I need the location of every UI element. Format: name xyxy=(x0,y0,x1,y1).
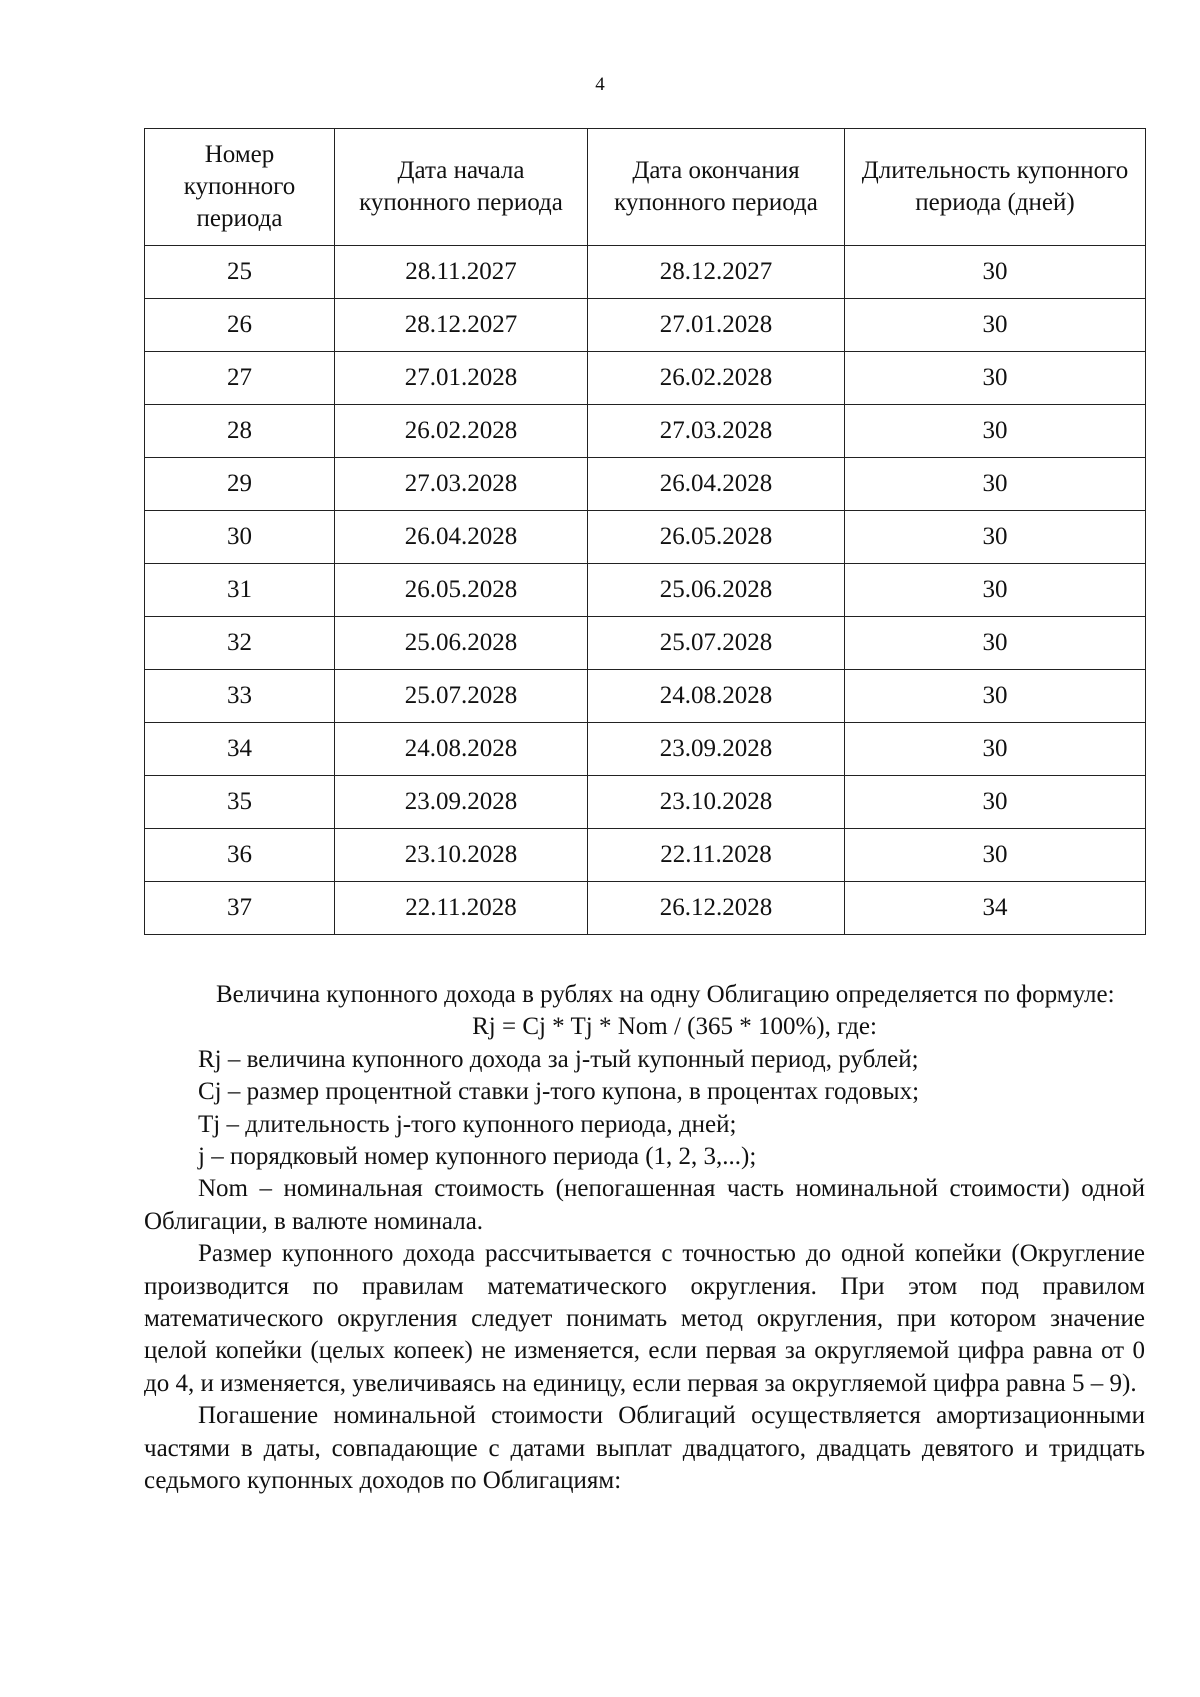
cell-duration: 30 xyxy=(845,776,1146,829)
coupon-schedule-table xyxy=(144,128,1146,935)
cell-start-date: 27.01.2028 xyxy=(335,352,588,405)
cell-duration: 30 xyxy=(845,829,1146,882)
rounding-paragraph: Размер купонного дохода рассчитывается с точностью до одной копейки (Округление производится по правилам математического округления. При этом под правилом математического округления следует понимать метод округления, при котором значение целой копейки (целых копеек) не изменяется, если первая за округляемой цифра равна от 0 до 4, и изменяется, увеличиваясь на единицу, если первая за округляемой цифра равна 5 – 9). xyxy=(144,1240,1145,1397)
cell-start-date: 26.05.2028 xyxy=(335,564,588,617)
cell-period-number: 35 xyxy=(145,776,335,829)
cell-duration: 30 xyxy=(845,352,1146,405)
cell-period-number: 27 xyxy=(145,352,335,405)
cell-duration: 30 xyxy=(845,246,1146,299)
cell-start-date: 28.12.2027 xyxy=(335,299,588,352)
cell-end-date: 27.01.2028 xyxy=(588,299,845,352)
definition-nom: Nom – номинальная стоимость (непогашенная часть номинальной стоимости) одной Облигации, в валюте номинала. xyxy=(144,1175,1145,1235)
cell-end-date: 27.03.2028 xyxy=(588,405,845,458)
cell-start-date: 26.04.2028 xyxy=(335,511,588,564)
cell-duration: 30 xyxy=(845,299,1146,352)
cell-duration: 30 xyxy=(845,670,1146,723)
cell-end-date: 28.12.2027 xyxy=(588,246,845,299)
cell-duration: 30 xyxy=(845,564,1146,617)
cell-duration: 30 xyxy=(845,458,1146,511)
cell-end-date: 26.02.2028 xyxy=(588,352,845,405)
page-number: 4 xyxy=(595,74,605,95)
cell-period-number: 26 xyxy=(145,299,335,352)
cell-start-date: 26.02.2028 xyxy=(335,405,588,458)
table-row xyxy=(145,299,1146,352)
cell-start-date: 25.06.2028 xyxy=(335,617,588,670)
definition-rj: Rj – величина купонного дохода за j-тый купонный период, рублей; xyxy=(198,1045,919,1073)
cell-start-date: 23.10.2028 xyxy=(335,829,588,882)
table-row xyxy=(145,829,1146,882)
cell-period-number: 34 xyxy=(145,723,335,776)
table-row xyxy=(145,246,1146,299)
cell-duration: 30 xyxy=(845,617,1146,670)
cell-end-date: 26.05.2028 xyxy=(588,511,845,564)
cell-start-date: 28.11.2027 xyxy=(335,246,588,299)
cell-period-number: 30 xyxy=(145,511,335,564)
cell-end-date: 26.12.2028 xyxy=(588,882,845,935)
cell-period-number: 32 xyxy=(145,617,335,670)
table-row xyxy=(145,352,1146,405)
cell-period-number: 31 xyxy=(145,564,335,617)
cell-period-number: 37 xyxy=(145,882,335,935)
cell-duration: 30 xyxy=(845,511,1146,564)
cell-period-number: 36 xyxy=(145,829,335,882)
table-row xyxy=(145,564,1146,617)
table-row xyxy=(145,723,1146,776)
cell-start-date: 27.03.2028 xyxy=(335,458,588,511)
header-end-date: Дата окончания купонного периода xyxy=(588,129,845,246)
table-row xyxy=(145,882,1146,935)
header-start-date: Дата начала купонного периода xyxy=(335,129,588,246)
intro-paragraph: Величина купонного дохода в рублях на одну Облигацию определяется по формуле: xyxy=(216,981,1115,1008)
definition-j: j – порядковый номер купонного периода (1, 2, 3,...); xyxy=(198,1143,757,1171)
repayment-paragraph: Погашение номинальной стоимости Облигаций осуществляется амортизационными частями в даты, совпадающие с датами выплат двадцатого, двадцать девятого и тридцать седьмого купонных доходов по Облигациям: xyxy=(144,1402,1145,1495)
cell-start-date: 24.08.2028 xyxy=(335,723,588,776)
cell-duration: 30 xyxy=(845,405,1146,458)
table-row xyxy=(145,776,1146,829)
cell-period-number: 29 xyxy=(145,458,335,511)
header-duration: Длительность купонного периода (дней) xyxy=(845,129,1146,246)
cell-end-date: 25.07.2028 xyxy=(588,617,845,670)
table-row xyxy=(145,617,1146,670)
cell-period-number: 33 xyxy=(145,670,335,723)
table-row xyxy=(145,670,1146,723)
formula: Rj = Cj * Tj * Nom / (365 * 100%), где: xyxy=(472,1013,877,1041)
cell-start-date: 22.11.2028 xyxy=(335,882,588,935)
table-row xyxy=(145,458,1146,511)
cell-end-date: 26.04.2028 xyxy=(588,458,845,511)
cell-start-date: 23.09.2028 xyxy=(335,776,588,829)
cell-duration: 34 xyxy=(845,882,1146,935)
table-row xyxy=(145,405,1146,458)
definition-cj: Cj – размер процентной ставки j-того купона, в процентах годовых; xyxy=(198,1078,920,1106)
cell-end-date: 24.08.2028 xyxy=(588,670,845,723)
table-header-row xyxy=(145,129,1146,246)
table-body xyxy=(145,246,1146,935)
cell-end-date: 25.06.2028 xyxy=(588,564,845,617)
header-period-number: Номер купонного периода xyxy=(145,129,335,246)
cell-period-number: 28 xyxy=(145,405,335,458)
cell-end-date: 23.09.2028 xyxy=(588,723,845,776)
table-row xyxy=(145,511,1146,564)
body-text xyxy=(144,979,1145,1498)
cell-start-date: 25.07.2028 xyxy=(335,670,588,723)
cell-period-number: 25 xyxy=(145,246,335,299)
definition-tj: Tj – длительность j-того купонного периода, дней; xyxy=(198,1110,737,1138)
cell-duration: 30 xyxy=(845,723,1146,776)
cell-end-date: 23.10.2028 xyxy=(588,776,845,829)
cell-end-date: 22.11.2028 xyxy=(588,829,845,882)
